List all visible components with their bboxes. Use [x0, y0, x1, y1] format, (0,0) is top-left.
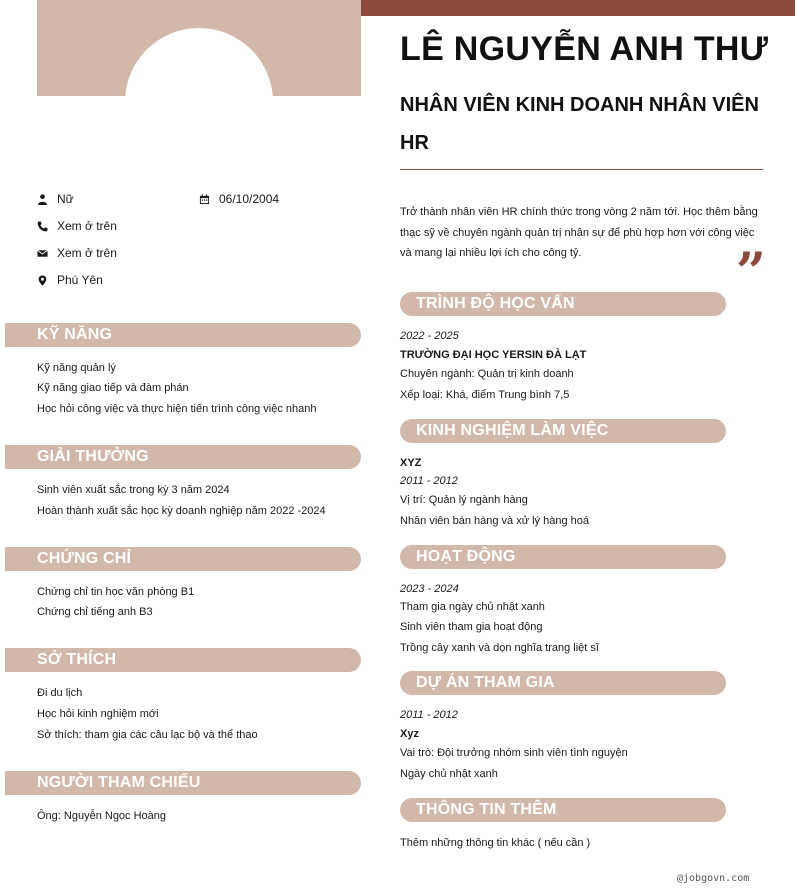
activities-title: HOẠT ĐỘNG [416, 548, 516, 565]
phone-icon [37, 221, 57, 232]
phone-row [37, 219, 117, 233]
career-objective: Trở thành nhân viên HR chính thức trong vòng 2 năm tới. Học thêm bằng thạc sỹ về chuyên ngành quản trị nhân sự để phù hợp hơn với công việc và mang lại nhiều lợi ích cho công tỷ. [400, 206, 758, 259]
certificates-title: CHỨNG CHỈ [37, 550, 132, 567]
experience-company: XYZ [400, 457, 422, 469]
skills-section-header [5, 323, 361, 347]
extra-info-section-header [400, 798, 726, 822]
hobby-item: Học hỏi kinh nghiệm mới [37, 708, 159, 720]
quote-icon: ” [736, 242, 766, 303]
header-accent-bar [361, 0, 795, 16]
email-row [37, 246, 117, 260]
hobbies-title: SỞ THÍCH [37, 651, 117, 668]
experience-section-header [400, 419, 726, 443]
project-period: 2011 - 2012 [400, 709, 458, 721]
person-icon [37, 194, 57, 205]
address-value: Phú Yên [57, 273, 103, 287]
gender-value: Nữ [57, 192, 74, 206]
project-name: Xyz [400, 728, 419, 740]
activity-item: Sinh viên tham gia hoạt động [400, 621, 543, 633]
activity-item: Trồng cây xanh và dọn nghĩa trang liệt sĩ [400, 642, 599, 654]
project-description: Ngày chủ nhật xanh [400, 768, 498, 780]
projects-section-header [400, 671, 726, 695]
projects-title: DỰ ÁN THAM GIA [416, 674, 555, 691]
experience-period: 2011 - 2012 [400, 475, 458, 487]
awards-title: GIẢI THƯỞNG [37, 448, 149, 465]
email-value: Xem ở trên [57, 246, 117, 260]
education-period: 2022 - 2025 [400, 330, 459, 342]
activities-section-header [400, 545, 726, 569]
skill-item: Học hỏi công việc và thực hiện tiến trình công việc nhanh [37, 403, 317, 415]
award-item: Hoàn thành xuất sắc học kỳ doanh nghiệp năm 2022 -2024 [37, 505, 326, 517]
skill-item: Kỹ năng giao tiếp và đàm phán [37, 382, 189, 394]
certificates-section-header [5, 547, 361, 571]
awards-section-header [5, 445, 361, 469]
experience-title: KINH NGHIỆM LÀM VIỆC [416, 422, 609, 439]
certificate-item: Chứng chỉ tiếng anh B3 [37, 606, 153, 618]
calendar-icon [199, 194, 219, 205]
education-title: TRÌNH ĐỘ HỌC VẤN [416, 295, 575, 312]
activity-item: Tham gia ngày chủ nhật xanh [400, 601, 545, 613]
skills-title: KỸ NĂNG [37, 326, 113, 343]
education-section-header [400, 292, 726, 316]
address-row [37, 273, 103, 287]
references-section-header [5, 771, 361, 795]
education-grade: Xếp loại: Khá, điểm Trung bình 7,5 [400, 389, 570, 401]
watermark: @jobgovn.com [677, 873, 750, 884]
hobby-item: Sở thích: tham gia các câu lạc bộ và thể thao [37, 729, 258, 741]
certificate-item: Chứng chỉ tin học văn phòng B1 [37, 586, 195, 598]
skill-item: Kỹ năng quản lý [37, 362, 116, 374]
experience-description: Nhân viên bán hàng và xử lý hàng hoá [400, 515, 589, 527]
candidate-name: LÊ NGUYỄN ANH THƯ [400, 30, 769, 68]
envelope-icon [37, 248, 57, 259]
divider [400, 169, 763, 170]
birthdate-value: 06/10/2004 [219, 192, 280, 206]
location-pin-icon [37, 275, 57, 286]
job-title: NHÂN VIÊN KINH DOANH NHÂN VIÊN HR [400, 94, 759, 154]
hobbies-section-header [5, 648, 361, 672]
education-school: TRƯỜNG ĐẠI HỌC YERSIN ĐÀ LẠT [400, 349, 587, 361]
activities-period: 2023 - 2024 [400, 583, 459, 595]
experience-position: Vị trí: Quản lý ngành hàng [400, 494, 528, 506]
extra-info-title: THÔNG TIN THÊM [416, 801, 557, 818]
references-title: NGƯỜI THAM CHIẾU [37, 774, 201, 791]
phone-value: Xem ở trên [57, 219, 117, 233]
project-role: Vai trò: Đội trưởng nhóm sinh viên tình nguyện [400, 747, 628, 759]
birthdate-row [199, 192, 279, 206]
gender-row [37, 192, 74, 206]
reference-item: Ông: Nguyễn Ngọc Hoàng [37, 810, 167, 822]
avatar-circle [125, 28, 273, 96]
award-item: Sinh viên xuất sắc trong kỳ 3 năm 2024 [37, 484, 230, 496]
education-major: Chuyên ngành: Quản trị kinh doanh [400, 368, 574, 380]
extra-info-text: Thêm những thông tin khác ( nếu cần ) [400, 837, 591, 849]
hobby-item: Đi du lịch [37, 687, 83, 699]
avatar-placeholder [37, 0, 361, 96]
